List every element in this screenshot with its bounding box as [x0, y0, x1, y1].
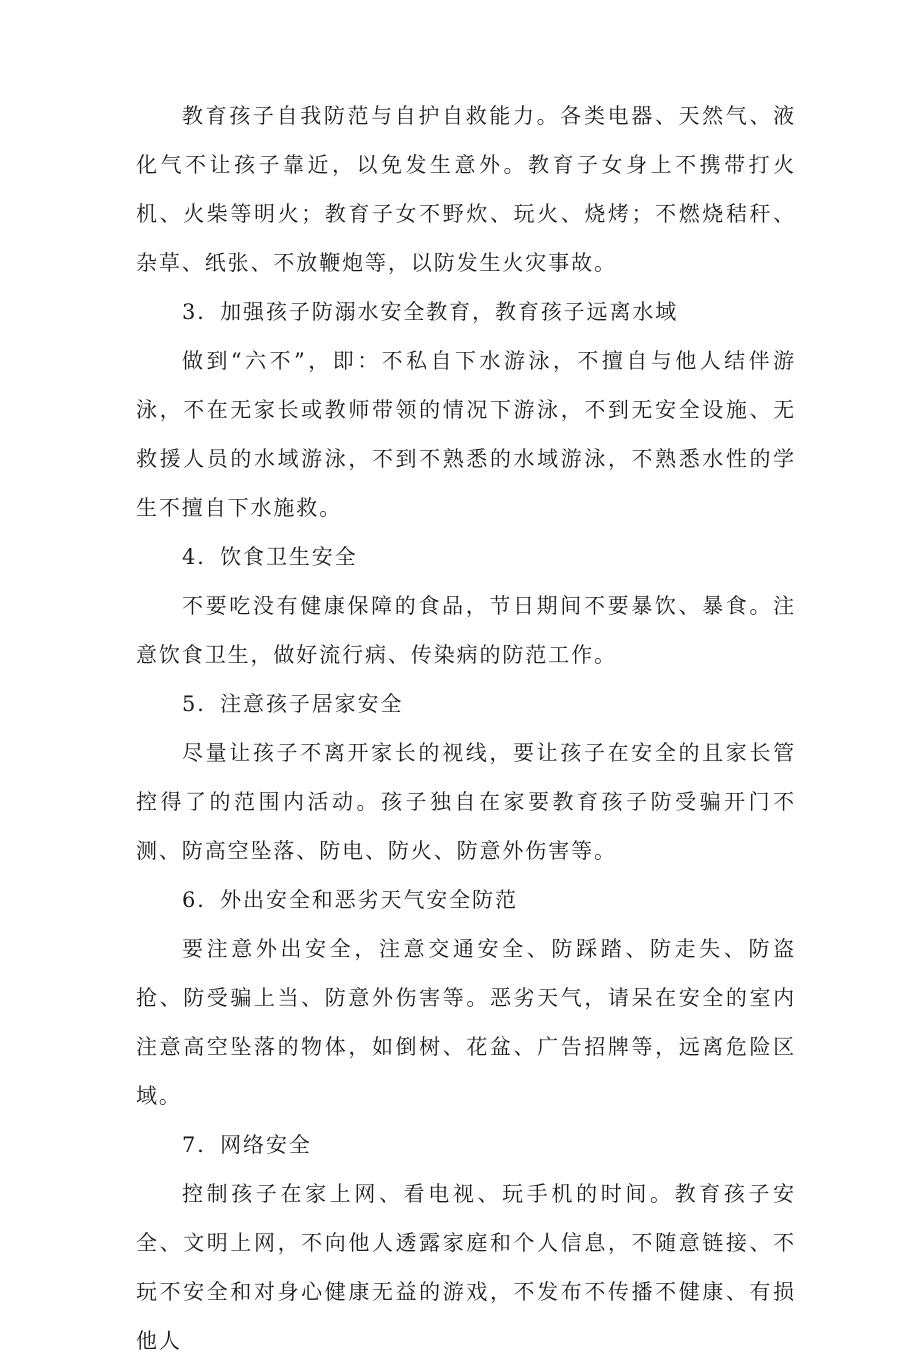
body-paragraph-food: 不要吃没有健康保障的食品，节日期间不要暴饮、暴食。注意饮食卫生，做好流行病、传染病的防范工作。 — [136, 594, 796, 667]
body-paragraph-fire-safety: 教育孩子自我防范与自护自救能力。各类电器、天然气、液化气不让孩子靠近，以免发生意外。教育子女身上不携带打火机、火柴等明火；教育子女不野炊、玩火、烧烤；不燃烧秸秆、杂草、纸张、不放鞭炮等，以防发生火灾事故。 — [136, 104, 796, 275]
body-paragraph-home: 尽量让孩子不离开家长的视线，要让孩子在安全的且家长管控得了的范围内活动。孩子独自在家要教育孩子防受骗开门不测、防高空坠落、防电、防火、防意外伤害等。 — [136, 741, 796, 863]
section-heading-4: 4．饮食卫生安全 — [182, 545, 358, 569]
body-paragraph-drowning: 做到“六不”，即：不私自下水游泳，不擅自与他人结伴游泳，不在无家长或教师带领的情况下游泳，不到无安全设施、无救援人员的水域游泳，不到不熟悉的水域游泳，不熟悉水性的学生不擅自下水施救。 — [136, 349, 796, 520]
section-heading-7: 7．网络安全 — [182, 1133, 312, 1157]
section-heading-3: 3．加强孩子防溺水安全教育，教育孩子远离水域 — [182, 300, 679, 324]
section-heading-5: 5．注意孩子居家安全 — [182, 692, 404, 716]
document-body — [136, 92, 796, 1366]
section-heading-6: 6．外出安全和恶劣天气安全防范 — [182, 888, 518, 912]
body-paragraph-outdoor: 要注意外出安全，注意交通安全、防踩踏、防走失、防盗抢、防受骗上当、防意外伤害等。恶劣天气，请呆在安全的室内注意高空坠落的物体，如倒树、花盆、广告招牌等，远离危险区域。 — [136, 937, 796, 1108]
body-paragraph-internet: 控制孩子在家上网、看电视、玩手机的时间。教育孩子安全、文明上网，不向他人透露家庭和个人信息，不随意链接、不玩不安全和对身心健康无益的游戏，不发布不传播不健康、有损他人 — [136, 1182, 796, 1353]
